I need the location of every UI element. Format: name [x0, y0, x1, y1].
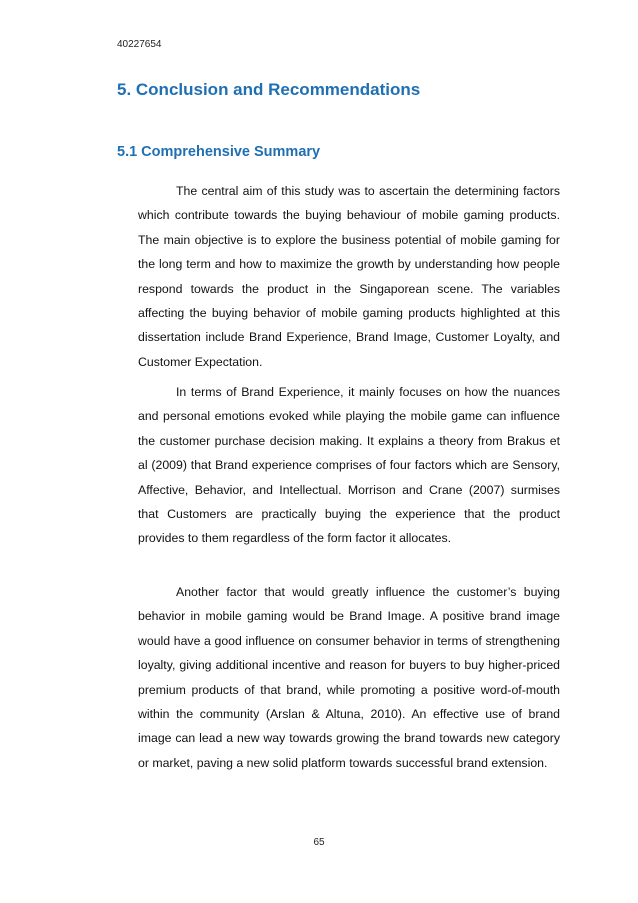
section-title: 5.1 Comprehensive Summary: [117, 144, 321, 160]
paragraph-brand-image: Another factor that would greatly influence the customer’s buying behavior in mobile gaming would be Brand Image. A positive brand image would have a good influence on consumer behavior in terms of strengthening loyalty, giving additional incentive and reason for buyers to buy higher-priced premium products of that brand, while promoting a positive word-of-mouth within the community (Arslan & Altuna, 2010). An effective use of brand image can lead a new way towards growing the brand towards new category or market, paving a new solid platform towards successful brand extension.: [138, 585, 560, 770]
paragraph-brand-experience: In terms of Brand Experience, it mainly focuses on how the nuances and personal emotions evoked while playing the mobile game can influence the customer purchase decision making. It explains a theory from Brakus et al (2009) that Brand experience comprises of four factors which are Sensory, Affective, Behavior, and Intellectual. Morrison and Crane (2007) surmises that Customers are practically buying the experience that the product provides to them regardless of the form factor it allocates.: [138, 385, 560, 546]
document-id: 40227654: [117, 39, 162, 50]
paragraph-summary: The central aim of this study was to ascertain the determining factors which contribute towards the buying behaviour of mobile gaming products. The main objective is to explore the business potential of mobile gaming for the long term and how to maximize the growth by understanding how people respond towards the product in the Singaporean scene. The variables affecting the buying behavior of mobile gaming products highlighted at this dissertation include Brand Experience, Brand Image, Customer Loyalty, and Customer Expectation.: [138, 184, 560, 369]
chapter-title: 5. Conclusion and Recommendations: [117, 80, 421, 99]
page-number: 65: [313, 837, 325, 848]
